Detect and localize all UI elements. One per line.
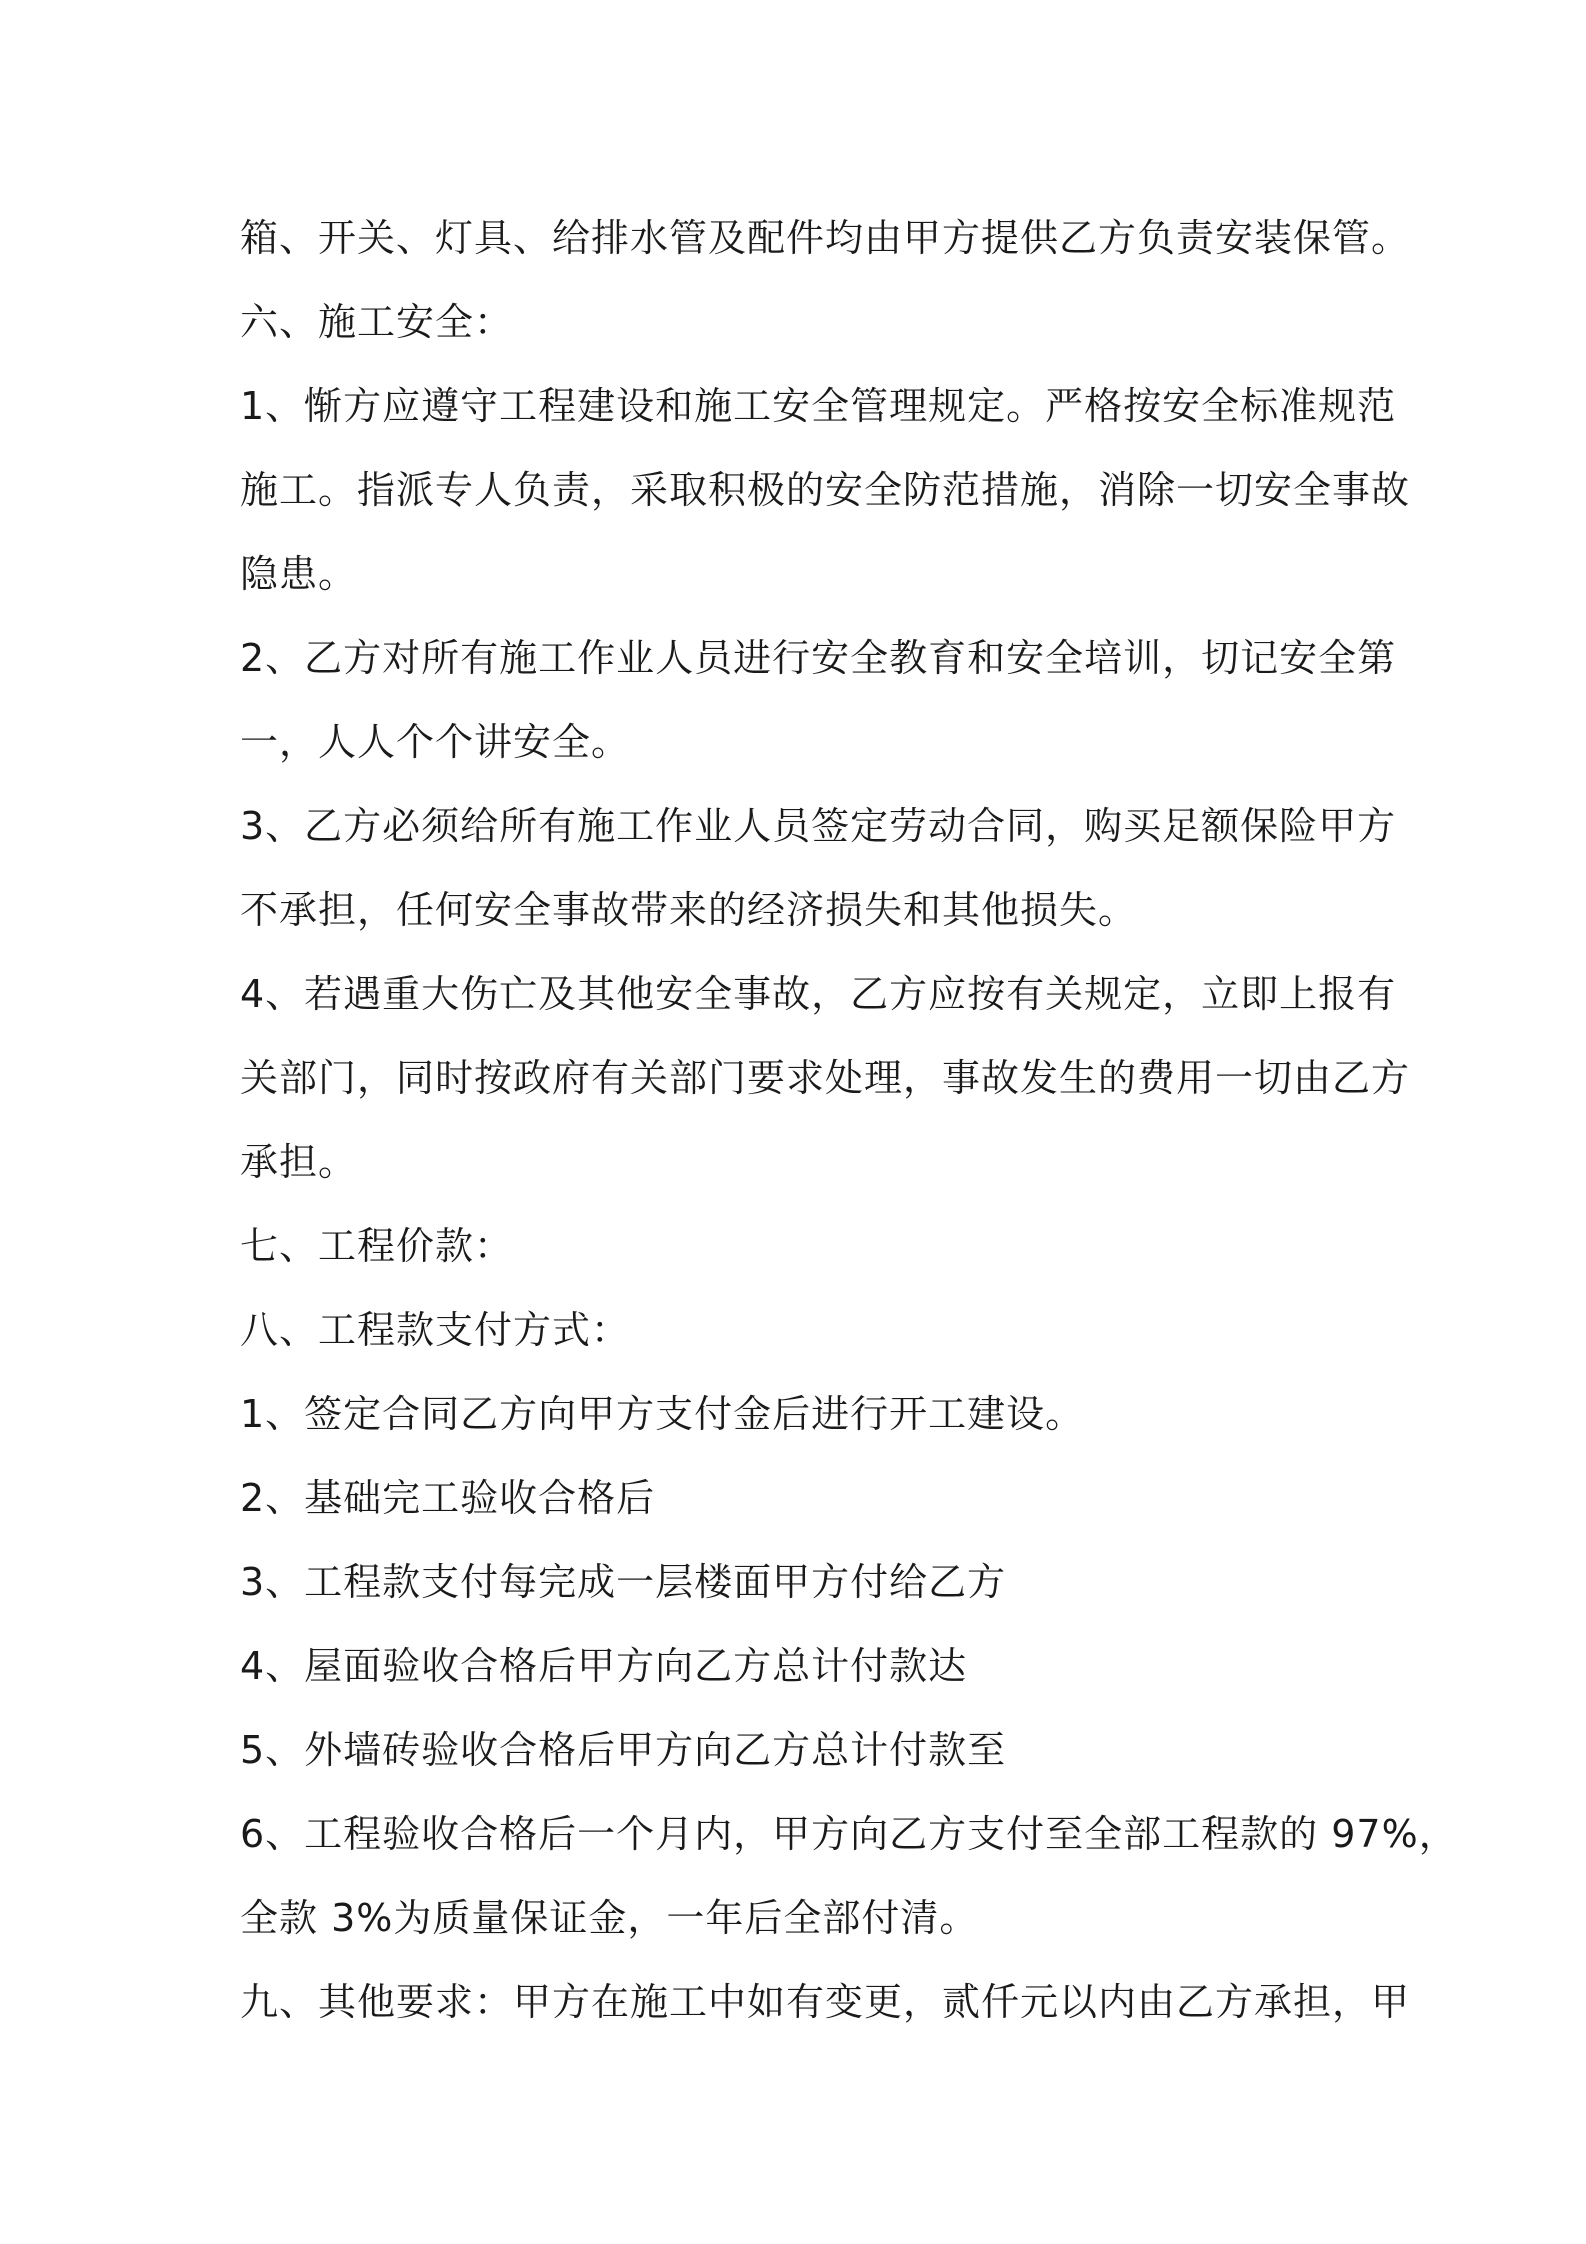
body-line: 2、乙方对所有施工作业人员进行安全教育和安全培训，切记安全第 (240, 636, 1397, 680)
body-line: 一，人人个个讲安全。 (240, 720, 631, 764)
document-body (240, 196, 1458, 2044)
section-heading-safety: 六、施工安全： (240, 300, 514, 344)
body-line: 承担。 (240, 1140, 358, 1184)
body-line: 4、屋面验收合格后甲方向乙方总计付款达 (240, 1644, 968, 1688)
body-line: 全款 3%为质量保证金，一年后全部付清。 (240, 1896, 979, 1940)
section-heading-other: 九、其他要求：甲方在施工中如有变更，贰仟元以内由乙方承担，甲 (240, 1980, 1411, 2024)
body-line: 不承担，任何安全事故带来的经济损失和其他损失。 (240, 888, 1138, 932)
body-line: 施工。指派专人负责，采取积极的安全防范措施，消除一切安全事故 (240, 468, 1411, 512)
body-line: 1、签定合同乙方向甲方支付金后进行开工建设。 (240, 1392, 1085, 1436)
body-line: 6、工程验收合格后一个月内，甲方向乙方支付至全部工程款的 97%， (240, 1812, 1458, 1856)
body-line: 4、若遇重大伤亡及其他安全事故，乙方应按有关规定，立即上报有 (240, 972, 1397, 1016)
body-line: 箱、开关、灯具、给排水管及配件均由甲方提供乙方负责安装保管。 (240, 216, 1411, 260)
body-line: 隐患。 (240, 552, 358, 596)
body-line: 1、惭方应遵守工程建设和施工安全管理规定。严格按安全标准规范 (240, 384, 1397, 428)
body-line: 2、基础完工验收合格后 (240, 1476, 656, 1520)
section-heading-payment: 八、工程款支付方式： (240, 1308, 631, 1352)
body-line: 关部门，同时按政府有关部门要求处理，事故发生的费用一切由乙方 (240, 1056, 1411, 1100)
section-heading-price: 七、工程价款： (240, 1224, 514, 1268)
body-line: 3、乙方必须给所有施工作业人员签定劳动合同，购买足额保险甲方 (240, 804, 1397, 848)
body-line: 3、工程款支付每完成一层楼面甲方付给乙方 (240, 1560, 1007, 1604)
body-line: 5、外墙砖验收合格后甲方向乙方总计付款至 (240, 1728, 1007, 1772)
